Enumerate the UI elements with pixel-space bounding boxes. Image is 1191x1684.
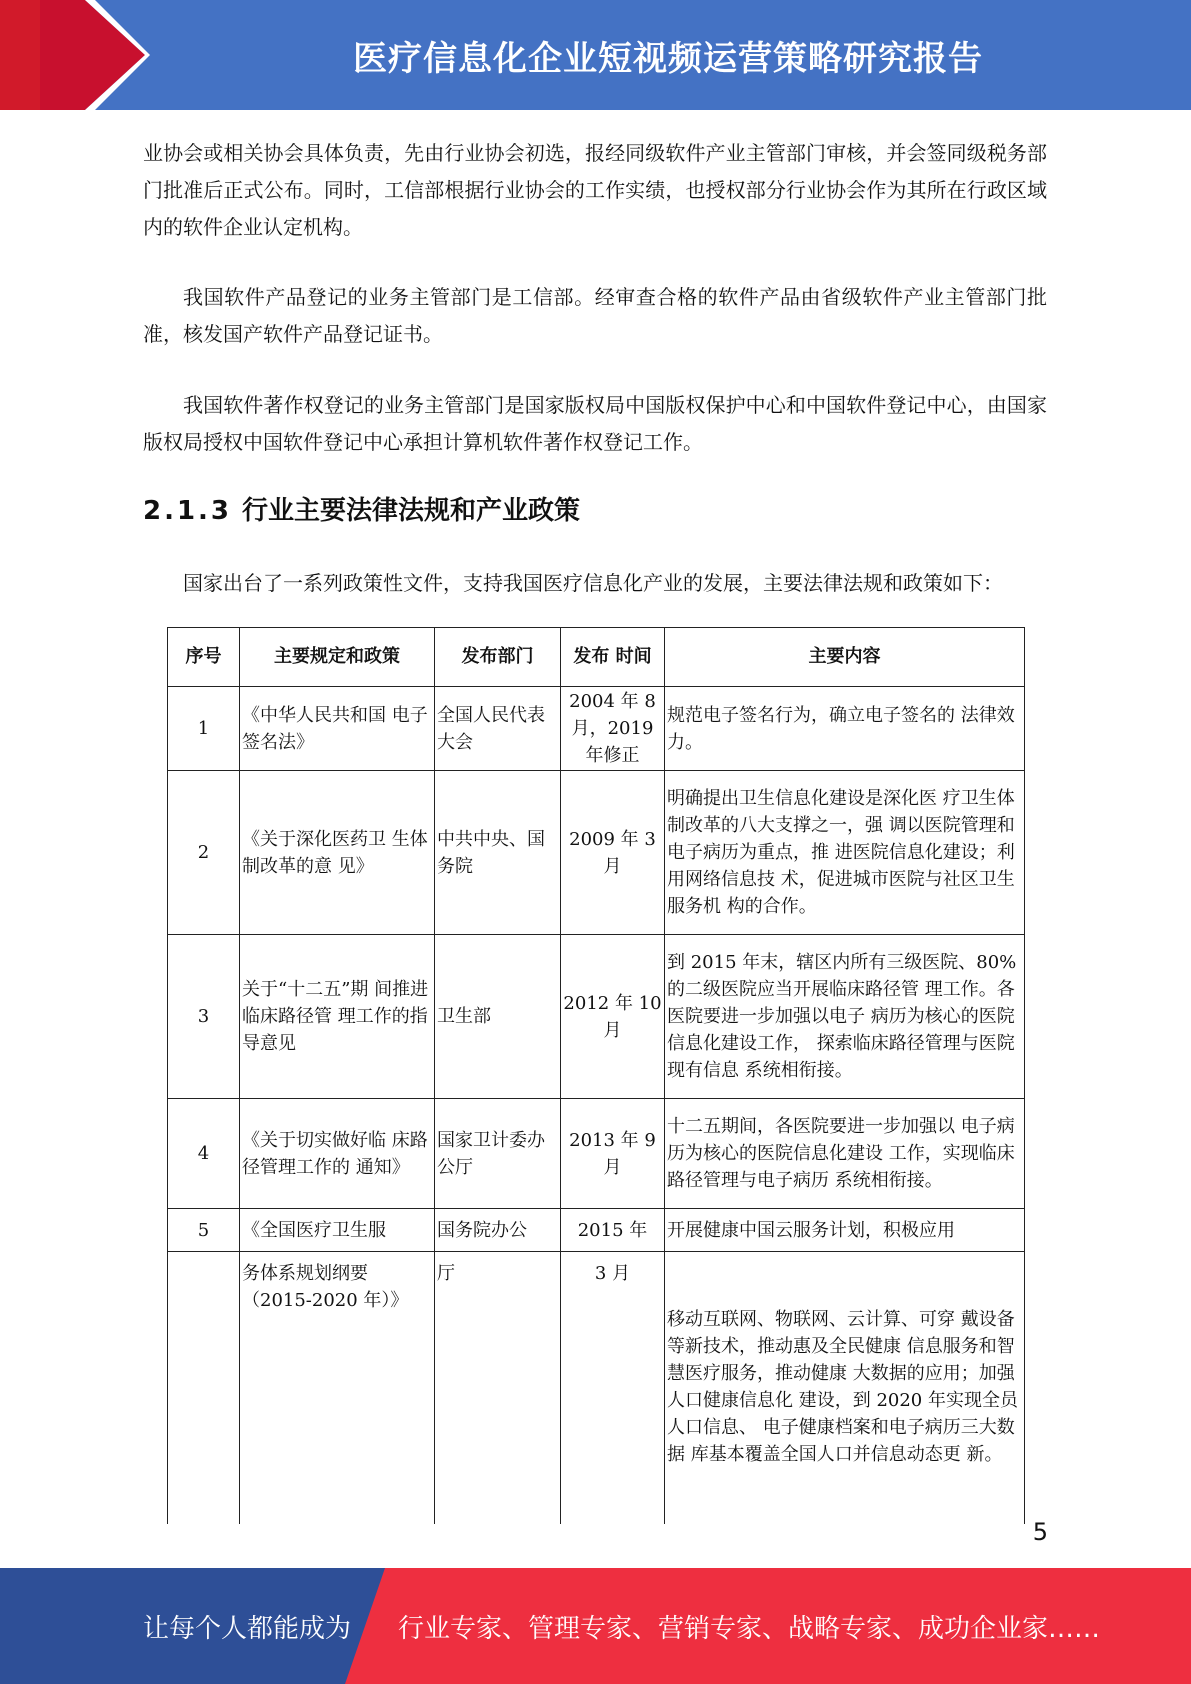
row-time: 2009 年 3 月 [561, 771, 665, 935]
intro-paragraph: 国家出台了一系列政策性文件，支持我国医疗信息化产业的发展，主要法律法规和政策如下： [183, 571, 1003, 595]
row-policy: 《关于切实做好临 床路径管理工作的 通知》 [240, 1099, 435, 1209]
row-dept: 国务院办公 [435, 1209, 561, 1252]
row-content: 十二五期间，各医院要进一步加强以 电子病历为核心的医院信息化建设 工作，实现临床路径管理与电子病历 系统相衔接。 [665, 1099, 1025, 1209]
row-policy: 《关于深化医药卫 生体制改革的意 见》 [240, 771, 435, 935]
row-dept: 卫生部 [435, 935, 561, 1099]
row-policy: 《中华人民共和国 电子签名法》 [240, 687, 435, 771]
row-time: 3 月 [561, 1252, 665, 1525]
header-arrow-decoration [0, 0, 150, 110]
body-paragraph: 我国软件产品登记的业务主管部门是工信部。经审查合格的软件产品由省级软件产业主管部门批准，核发国产软件产品登记证书。 [143, 285, 1047, 346]
header-time: 发布 时间 [561, 628, 665, 687]
section-heading [143, 490, 580, 527]
header-dept: 发布部门 [435, 628, 561, 687]
row-content: 移动互联网、物联网、云计算、可穿 戴设备等新技术，推动惠及全民健康 信息服务和智慧医疗服务，推动健康 大数据的应用；加强人口健康信息化 建设，到 2020 年实现全员人口信息、 电子健康档案和电子病历三大数据 库基本覆盖全国人口并信息动态更 新。 [665, 1252, 1025, 1525]
footer-slogan-right: 行业专家、管理专家、营销专家、战略专家、成功企业家…… [398, 1613, 1101, 1644]
body-paragraph: 业协会或相关协会具体负责，先由行业协会初选，报经同级软件产业主管部门审核，并会签同级税务部门批准后正式公布。同时，工信部根据行业协会的工作实绩，也授权部分行业协会作为其所在行政区域内的软件企业认定机构。 [143, 141, 1047, 239]
table-row [168, 935, 1025, 1099]
row-time: 2012 年 10 月 [561, 935, 665, 1099]
row-content: 到 2015 年末，辖区内所有三级医院、80%的二级医院应当开展临床路径管 理工作。各医院要进一步加强以电子 病历为核心的医院信息化建设工作， 探索临床路径管理与医院现有信息 系统相衔接。 [665, 935, 1025, 1099]
policy-table [167, 627, 1025, 1524]
page-number: 5 [1032, 1518, 1048, 1546]
header-no: 序号 [168, 628, 240, 687]
row-time: 2015 年 [561, 1209, 665, 1252]
row-no: 4 [168, 1099, 240, 1209]
row-time: 2004 年 8 月，2019 年修正 [561, 687, 665, 771]
row-no [168, 1252, 240, 1525]
row-no: 5 [168, 1209, 240, 1252]
row-dept: 国家卫计委办公厅 [435, 1099, 561, 1209]
row-no: 2 [168, 771, 240, 935]
row-dept: 全国人民代表大会 [435, 687, 561, 771]
table-row [168, 687, 1025, 771]
row-content: 开展健康中国云服务计划，积极应用 [665, 1209, 1025, 1252]
row-content: 规范电子签名行为，确立电子签名的 法律效力。 [665, 687, 1025, 771]
section-title: 行业主要法律法规和产业政策 [242, 496, 581, 526]
row-policy: 关于“十二五”期 间推进临床路径管 理工作的指导意见 [240, 935, 435, 1099]
footer-slogan-left: 让每个人都能成为 [143, 1613, 352, 1644]
row-dept: 中共中央、国务院 [435, 771, 561, 935]
table-header-row [168, 628, 1025, 687]
section-number: 2.1.3 [143, 496, 233, 526]
row-dept: 厅 [435, 1252, 561, 1525]
row-time: 2013 年 9 月 [561, 1099, 665, 1209]
row-policy: 务体系规划纲要（2015-2020 年）》 [240, 1252, 435, 1525]
row-content: 明确提出卫生信息化建设是深化医 疗卫生体制改革的八大支撑之一，强 调以医院管理和电子病历为重点，推 进医院信息化建设；利用网络信息技 术，促进城市医院与社区卫生服务机 构的合作。 [665, 771, 1025, 935]
table-row [168, 1209, 1025, 1252]
table-row [168, 771, 1025, 935]
header-policy: 主要规定和政策 [240, 628, 435, 687]
row-policy: 《全国医疗卫生服 [240, 1209, 435, 1252]
table-row [168, 1099, 1025, 1209]
report-title: 医疗信息化企业短视频运营策略研究报告 [353, 38, 983, 79]
page-footer [0, 1568, 1191, 1684]
table-row [168, 1252, 1025, 1525]
header-content: 主要内容 [665, 628, 1025, 687]
row-no: 3 [168, 935, 240, 1099]
page-header [0, 0, 1191, 110]
row-no: 1 [168, 687, 240, 771]
body-paragraph: 我国软件著作权登记的业务主管部门是国家版权局中国版权保护中心和中国软件登记中心，由国家版权局授权中国软件登记中心承担计算机软件著作权登记工作。 [143, 393, 1047, 454]
